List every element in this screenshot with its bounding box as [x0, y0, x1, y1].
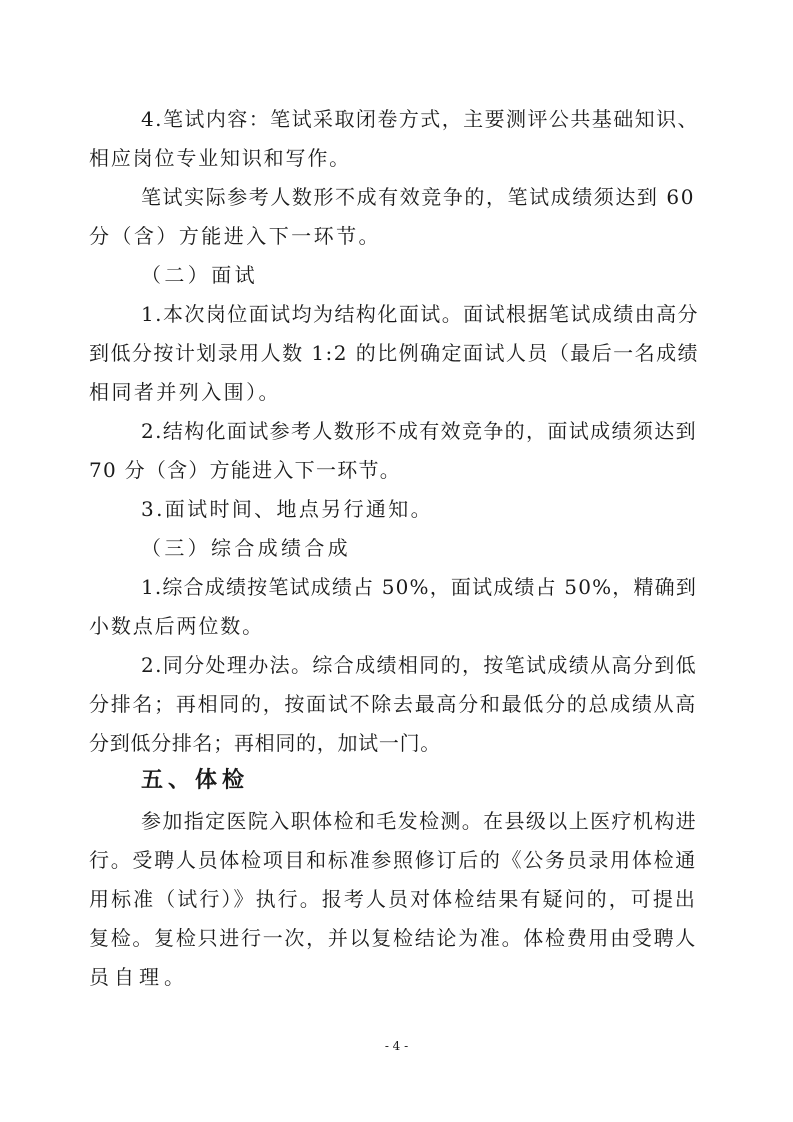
- paragraph-line: 2.结构化面试参考人数形不成有效竞争的，面试成绩须达到: [141, 419, 697, 443]
- paragraph-line: 分到低分排名；再相同的，加试一门。: [89, 731, 441, 755]
- paragraph-line: 1.综合成绩按笔试成绩占 50%，面试成绩占 50%，精确到: [141, 575, 697, 599]
- paragraph-line: 小数点后两位数。: [89, 614, 264, 638]
- paragraph-line: 到低分按计划录用人数 1:2 的比例确定面试人员（最后一名成绩: [89, 341, 699, 365]
- paragraph-line: 4.笔试内容：笔试采取闭卷方式，主要测评公共基础知识、: [141, 107, 699, 131]
- paragraph-line: 参加指定医院入职体检和毛发检测。在县级以上医疗机构进: [141, 809, 697, 833]
- section-heading: （二）面试: [141, 263, 258, 287]
- page-number: - 4 -: [384, 1039, 409, 1053]
- paragraph-line: 2.同分处理办法。综合成绩相同的，按笔试成绩从高分到低: [141, 653, 697, 677]
- paragraph-line: 分（含）方能进入下一环节。: [89, 224, 381, 248]
- chapter-heading: 五、体检: [141, 768, 249, 793]
- section-heading: （三）综合成绩合成: [141, 536, 351, 560]
- paragraph-line: 相同者并列入围）。: [89, 380, 281, 404]
- paragraph-line: 70 分（含）方能进入下一环节。: [89, 458, 401, 482]
- paragraph-line: 分排名；再相同的，按面试不除去最高分和最低分的总成绩从高: [89, 692, 697, 716]
- paragraph-line: 笔试实际参考人数形不成有效竞争的，笔试成绩须达到 60: [141, 185, 695, 209]
- paragraph-line: 员自理。: [89, 965, 189, 989]
- paragraph-line: 1.本次岗位面试均为结构化面试。面试根据笔试成绩由高分: [141, 302, 699, 326]
- paragraph-line: 用标准（试行）》执行。报考人员对体检结果有疑问的，可提出: [89, 887, 697, 911]
- paragraph-line: 行。受聘人员体检项目和标准参照修订后的《公务员录用体检通: [89, 848, 697, 872]
- paragraph-line: 相应岗位专业知识和写作。: [89, 146, 351, 170]
- paragraph-line: 复检。复检只进行一次，并以复检结论为准。体检费用由受聘人: [89, 926, 697, 950]
- paragraph-line: 3.面试时间、地点另行通知。: [141, 497, 433, 521]
